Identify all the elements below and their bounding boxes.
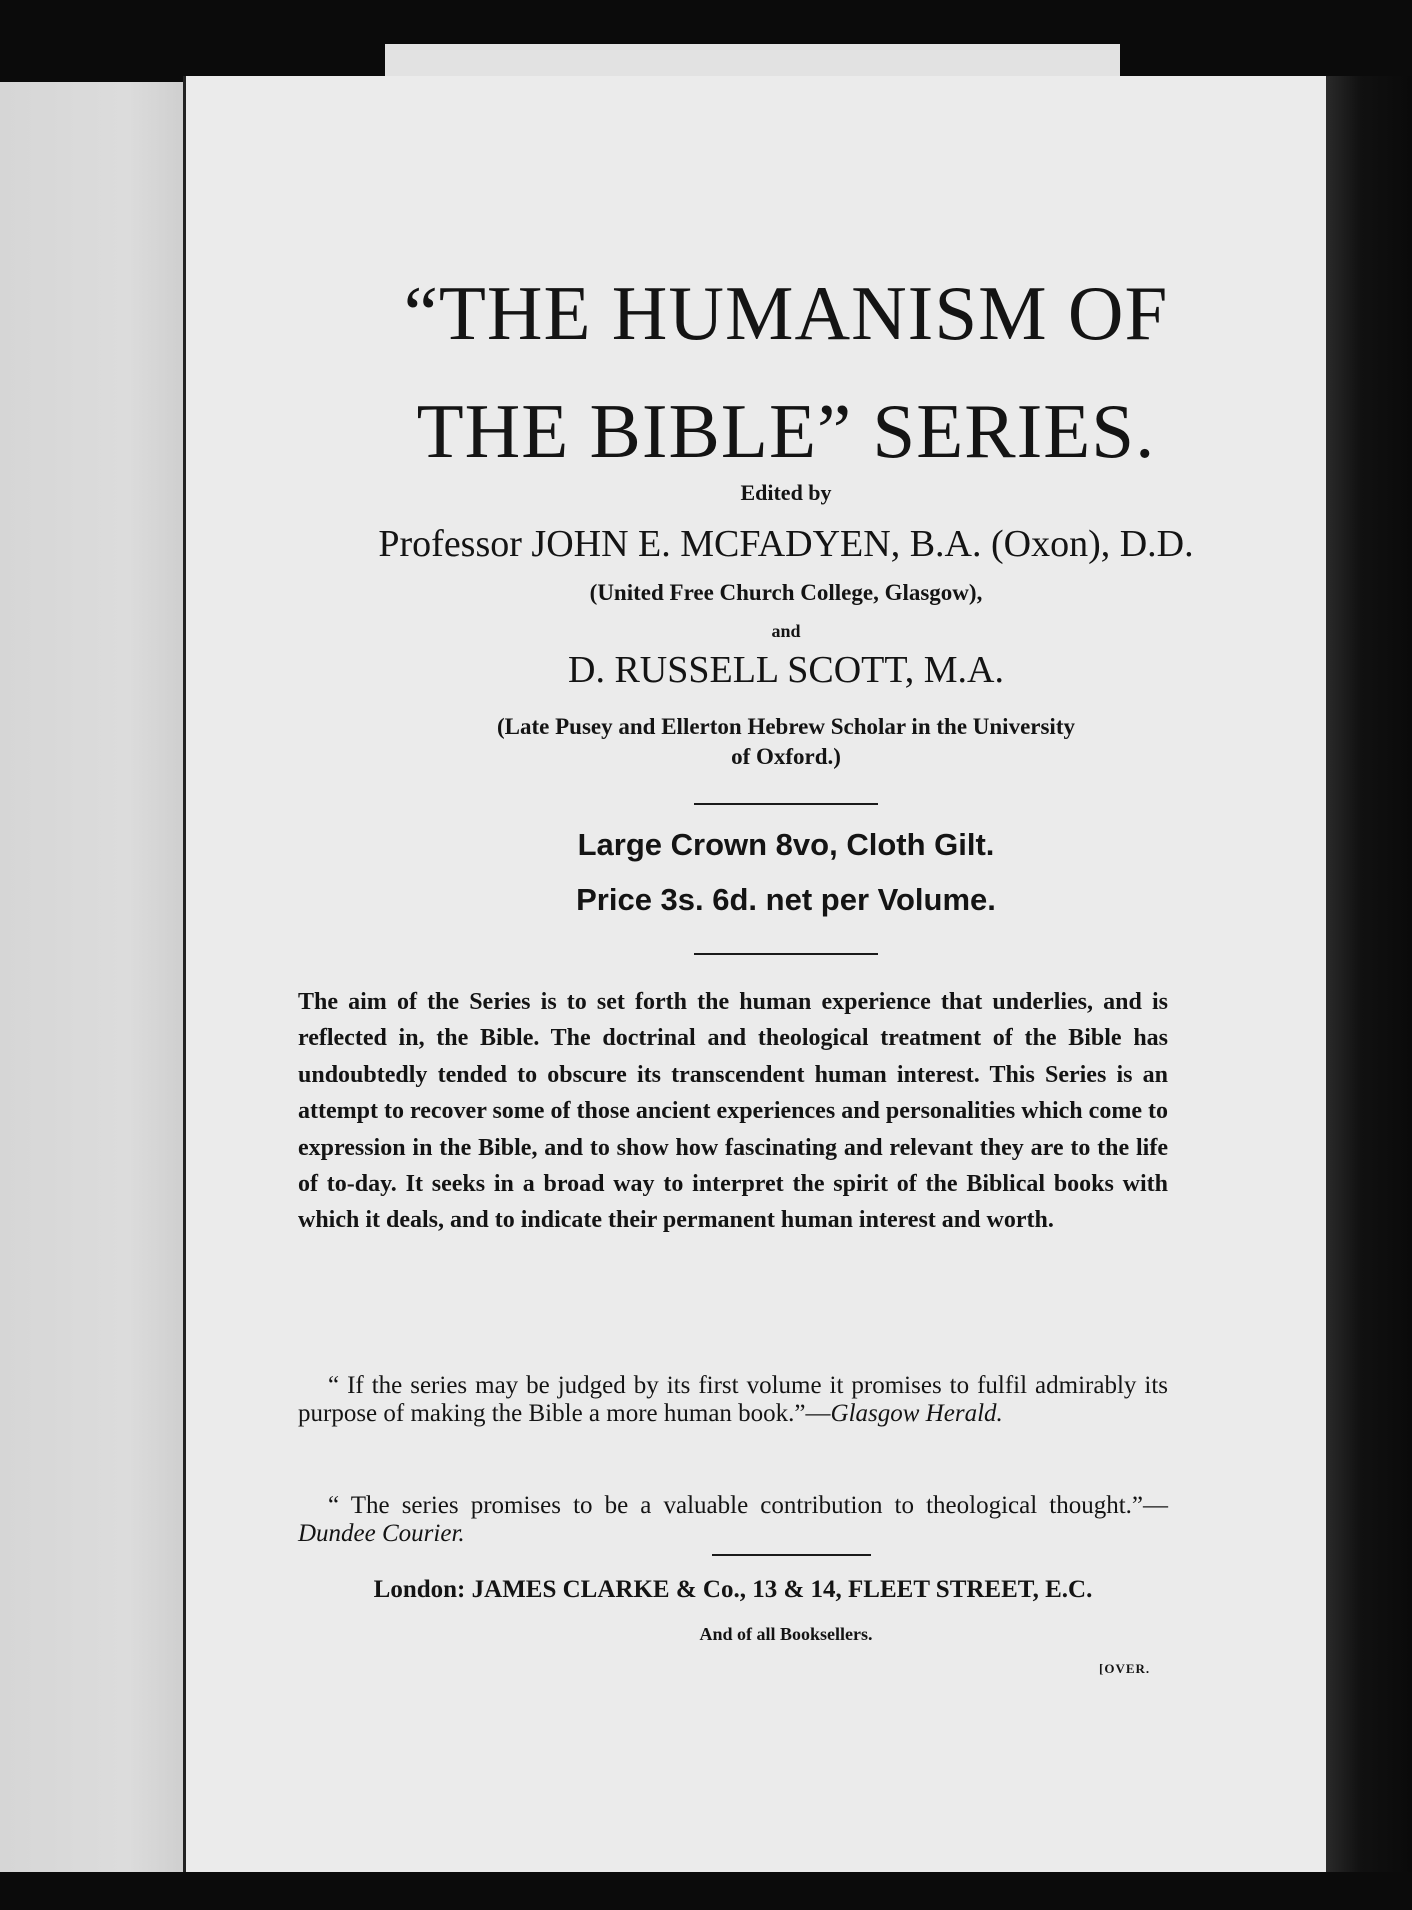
publisher-imprint: London: JAMES CLARKE & Co., 13 & 14, FLEET STREET, E.C. bbox=[373, 1576, 1093, 1603]
editor-mcfadyen bbox=[286, 522, 1286, 566]
volume-price: Price 3s. 6d. net per Volume. bbox=[576, 882, 996, 917]
review-quote-text: “ If the series may be judged by its first volume it promises to fulfil admirably its purpose of making the Bible a more human book.”— bbox=[298, 1372, 1168, 1427]
series-aim-paragraph: The aim of the Series is to set forth the human experience that underlies, and is reflected in, the Bible. The doctrinal and theological treatment of the Bible has undoubtedly tended to obscure its transcendent human interest. This Series is an attempt to recover some of those ancient experiences and personalities which come to expression in the Bible, and to show how fascinating and relevant they are to the life of to-day. It seeks in a broad way to interpret the spirit of the Biblical books with which it deals, and to indicate their permanent human interest and worth. bbox=[298, 989, 1168, 1234]
review-quote-glasgow bbox=[298, 1372, 1168, 1428]
review-quote-source: Dundee Courier. bbox=[298, 1520, 465, 1547]
series-title-line2: THE BIBLE” SERIES. bbox=[416, 388, 1156, 474]
book-page bbox=[183, 76, 1326, 1872]
divider-rule bbox=[694, 803, 878, 805]
divider-rule bbox=[694, 953, 878, 955]
scan-top-strip bbox=[385, 44, 1120, 78]
editor-scott-degrees: , M.A. bbox=[904, 649, 1004, 691]
editor-mcfadyen-degrees: , B.A. (Oxon), D.D. bbox=[890, 523, 1194, 565]
edited-by: Edited by bbox=[740, 480, 832, 505]
binding-format: Large Crown 8vo, Cloth Gilt. bbox=[577, 827, 995, 862]
editor-scott-affiliation-line2: of Oxford.) bbox=[731, 744, 841, 769]
editor-scott-name: D. RUSSELL SCOTT bbox=[568, 649, 905, 691]
editor-mcfadyen-affiliation: (United Free Church College, Glasgow), bbox=[589, 580, 983, 605]
review-quote-dundee bbox=[298, 1492, 1168, 1548]
editor-mcfadyen-prefix: Professor bbox=[378, 523, 532, 565]
review-quote-source: Glasgow Herald. bbox=[830, 1400, 1003, 1427]
series-title-line1: “THE HUMANISM OF bbox=[403, 270, 1169, 356]
editor-scott-affiliation bbox=[286, 712, 1286, 772]
scan-right-edge bbox=[1326, 76, 1412, 1872]
series-title bbox=[286, 254, 1286, 490]
editor-scott bbox=[286, 648, 1286, 692]
divider-rule bbox=[712, 1554, 871, 1556]
editor-scott-affiliation-line1: (Late Pusey and Ellerton Hebrew Scholar in the University bbox=[497, 714, 1075, 739]
editor-mcfadyen-name: JOHN E. MCFADYEN bbox=[531, 523, 891, 565]
facing-page bbox=[0, 82, 183, 1872]
page-turn-note: [OVER. bbox=[1099, 1661, 1151, 1676]
review-quote-text: “ The series promises to be a valuable contribution to theological thought.”— bbox=[328, 1492, 1168, 1519]
booksellers-note: And of all Booksellers. bbox=[699, 1624, 873, 1644]
conjunction-and: and bbox=[771, 621, 801, 641]
